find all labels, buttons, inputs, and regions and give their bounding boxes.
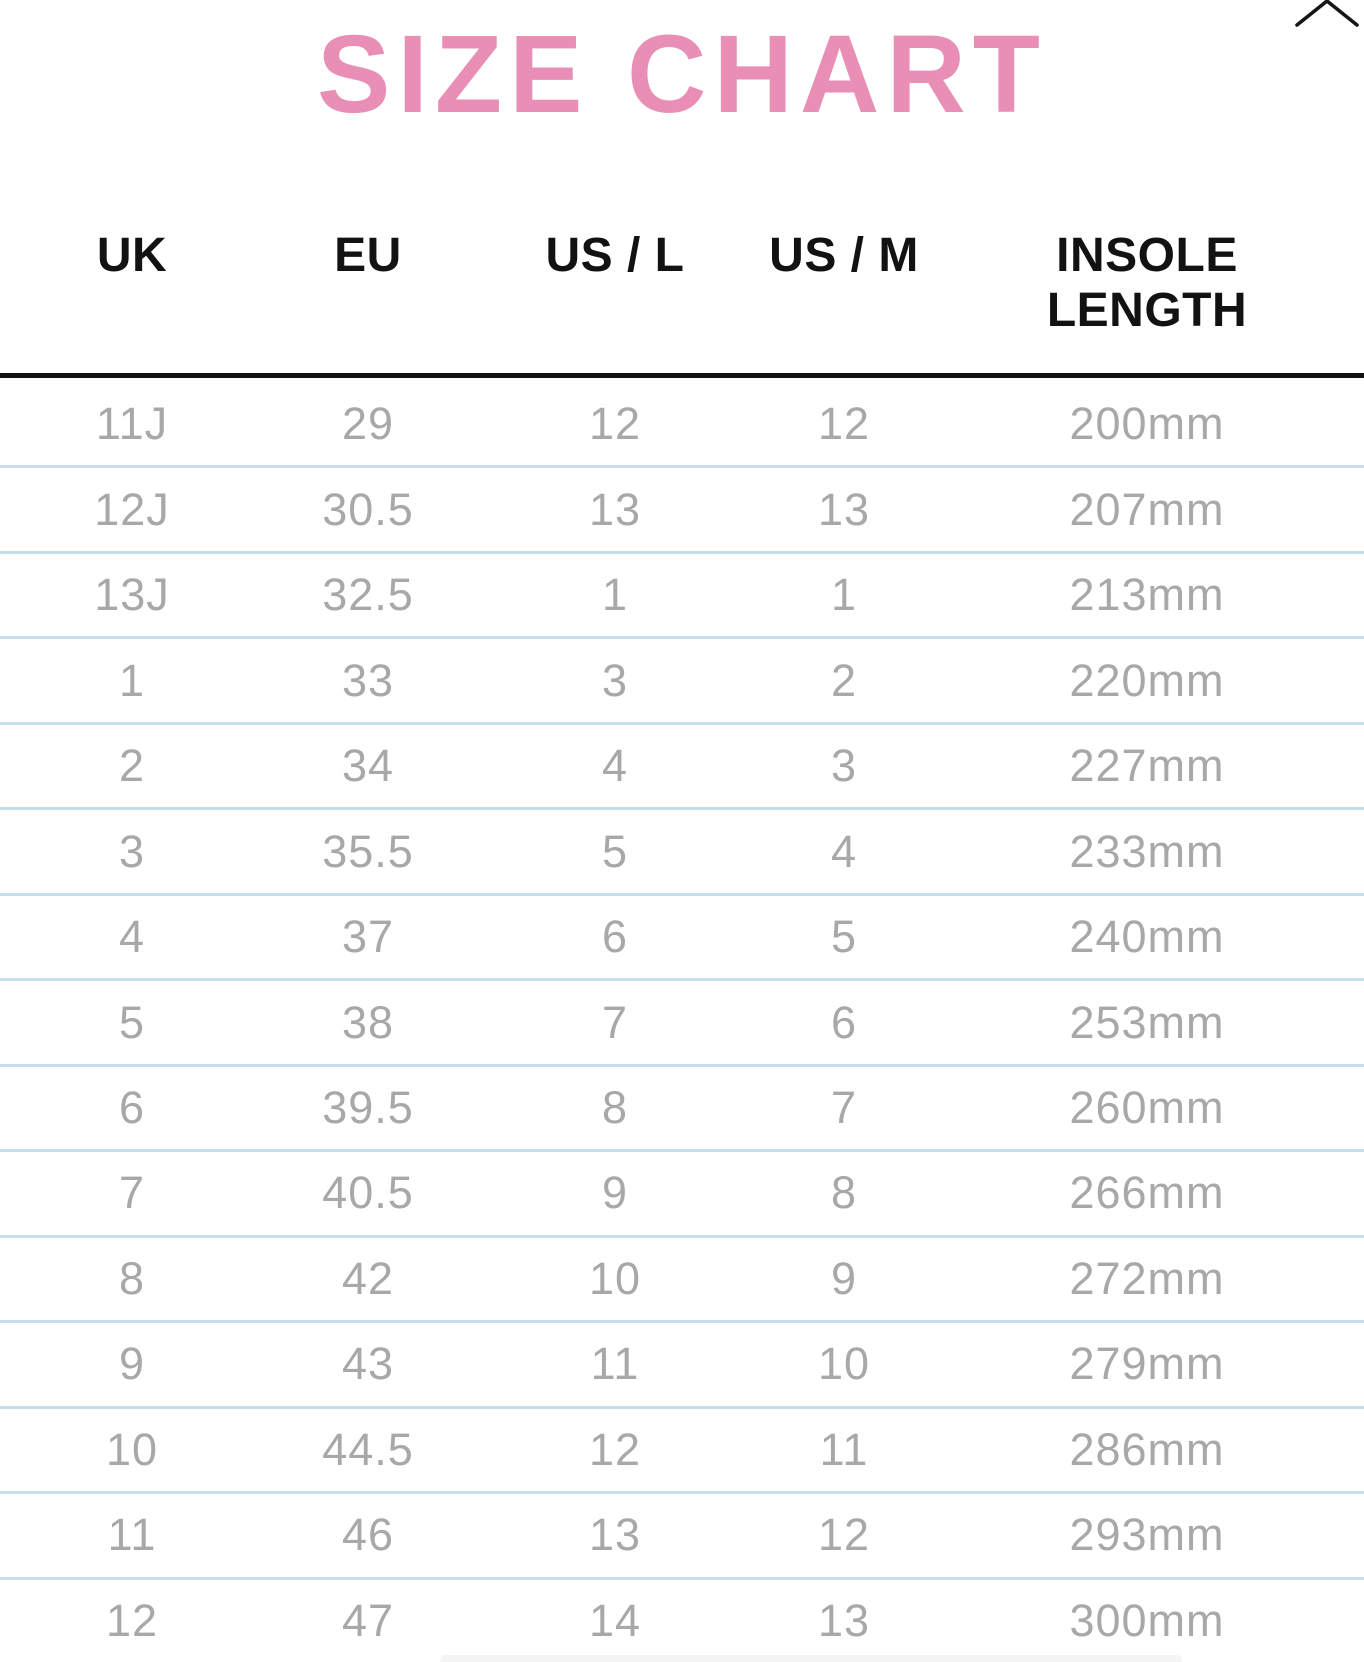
- table-cell: 38: [341, 996, 395, 1048]
- table-cell: 220mm: [1069, 654, 1225, 706]
- column-header-insole-length: INSOLE LENGTH: [1046, 229, 1248, 338]
- column-header-uk: UK: [96, 229, 168, 282]
- table-cell: 12: [817, 1509, 871, 1561]
- table-cell: 10: [105, 1423, 159, 1475]
- table-cell: 5: [118, 996, 146, 1048]
- table-cell: 13: [817, 1594, 871, 1646]
- table-cell: 4: [601, 740, 629, 792]
- table-cell: 253mm: [1069, 996, 1225, 1048]
- table-cell: 1: [830, 569, 858, 621]
- table-cell: 293mm: [1069, 1509, 1225, 1561]
- table-cell: 47: [341, 1594, 395, 1646]
- table-row: [0, 1235, 1364, 1320]
- table-row: [0, 636, 1364, 721]
- table-cell: 29: [341, 398, 395, 450]
- table-cell: 13: [588, 1509, 642, 1561]
- table-cell: 35.5: [322, 825, 414, 877]
- table-row: [0, 893, 1364, 978]
- table-cell: 7: [118, 1167, 146, 1219]
- table-cell: 11J: [95, 398, 169, 450]
- table-cell: 46: [341, 1509, 395, 1561]
- table-header-row: [0, 228, 1364, 378]
- table-cell: 233mm: [1069, 825, 1225, 877]
- table-cell: 12: [588, 398, 642, 450]
- table-cell: 5: [830, 911, 858, 963]
- table-cell: 9: [118, 1338, 146, 1390]
- table-cell: 6: [118, 1081, 146, 1133]
- table-row: [0, 1577, 1364, 1662]
- table-row: [0, 1064, 1364, 1149]
- table-row: [0, 551, 1364, 636]
- table-cell: 260mm: [1069, 1081, 1225, 1133]
- table-cell: 32.5: [322, 569, 414, 621]
- table-cell: 13J: [94, 569, 170, 621]
- table-cell: 12: [588, 1423, 642, 1475]
- table-cell: 4: [118, 911, 146, 963]
- table-row: [0, 465, 1364, 550]
- table-cell: 12: [817, 398, 871, 450]
- table-cell: 30.5: [322, 483, 414, 535]
- table-cell: 2: [118, 740, 146, 792]
- table-cell: 13: [817, 483, 871, 535]
- table-cell: 9: [601, 1167, 629, 1219]
- bottom-element-edge: [440, 1655, 1182, 1662]
- table-row: [0, 978, 1364, 1063]
- page-title: SIZE CHART: [317, 13, 1047, 136]
- column-header-us-l: US / L: [545, 229, 685, 282]
- table-cell: 11: [107, 1509, 157, 1561]
- table-cell: 7: [601, 996, 629, 1048]
- table-cell: 39.5: [322, 1081, 414, 1133]
- table-cell: 207mm: [1069, 483, 1225, 535]
- column-header-eu: EU: [334, 229, 402, 282]
- table-cell: 300mm: [1069, 1594, 1225, 1646]
- table-cell: 1: [601, 569, 629, 621]
- column-header-us-m: US / M: [769, 229, 919, 282]
- table-cell: 200mm: [1069, 398, 1225, 450]
- table-cell: 10: [588, 1252, 642, 1304]
- table-cell: 227mm: [1069, 740, 1225, 792]
- table-cell: 44.5: [322, 1423, 414, 1475]
- table-cell: 42: [341, 1252, 395, 1304]
- table-cell: 10: [817, 1338, 871, 1390]
- table-cell: 11: [590, 1338, 640, 1390]
- table-row: [0, 1320, 1364, 1405]
- table-cell: 11: [819, 1423, 869, 1475]
- table-row: [0, 722, 1364, 807]
- table-cell: 40.5: [322, 1167, 414, 1219]
- table-cell: 240mm: [1069, 911, 1225, 963]
- table-cell: 266mm: [1069, 1167, 1225, 1219]
- table-cell: 13: [588, 483, 642, 535]
- table-cell: 6: [830, 996, 858, 1048]
- table-cell: 12J: [94, 483, 170, 535]
- table-cell: 5: [601, 825, 629, 877]
- table-cell: 6: [601, 911, 629, 963]
- table-cell: 286mm: [1069, 1423, 1225, 1475]
- table-cell: 8: [601, 1081, 629, 1133]
- table-cell: 7: [830, 1081, 858, 1133]
- table-cell: 34: [341, 740, 395, 792]
- table-cell: 3: [118, 825, 146, 877]
- table-cell: 272mm: [1069, 1252, 1225, 1304]
- table-row: [0, 1491, 1364, 1576]
- table-cell: 14: [588, 1594, 642, 1646]
- table-row: [0, 383, 1364, 465]
- table-cell: 279mm: [1069, 1338, 1225, 1390]
- table-cell: 4: [830, 825, 858, 877]
- table-body: [0, 383, 1364, 1662]
- table-row: [0, 807, 1364, 892]
- table-cell: 37: [341, 911, 395, 963]
- table-cell: 43: [341, 1338, 395, 1390]
- table-cell: 213mm: [1069, 569, 1225, 621]
- table-cell: 8: [830, 1167, 858, 1219]
- table-cell: 3: [601, 654, 629, 706]
- table-row: [0, 1149, 1364, 1234]
- table-cell: 3: [830, 740, 858, 792]
- table-row: [0, 1406, 1364, 1491]
- table-cell: 2: [830, 654, 858, 706]
- table-cell: 9: [830, 1252, 858, 1304]
- table-cell: 33: [341, 654, 395, 706]
- table-cell: 1: [118, 654, 146, 706]
- table-cell: 12: [105, 1594, 159, 1646]
- table-cell: 8: [118, 1252, 146, 1304]
